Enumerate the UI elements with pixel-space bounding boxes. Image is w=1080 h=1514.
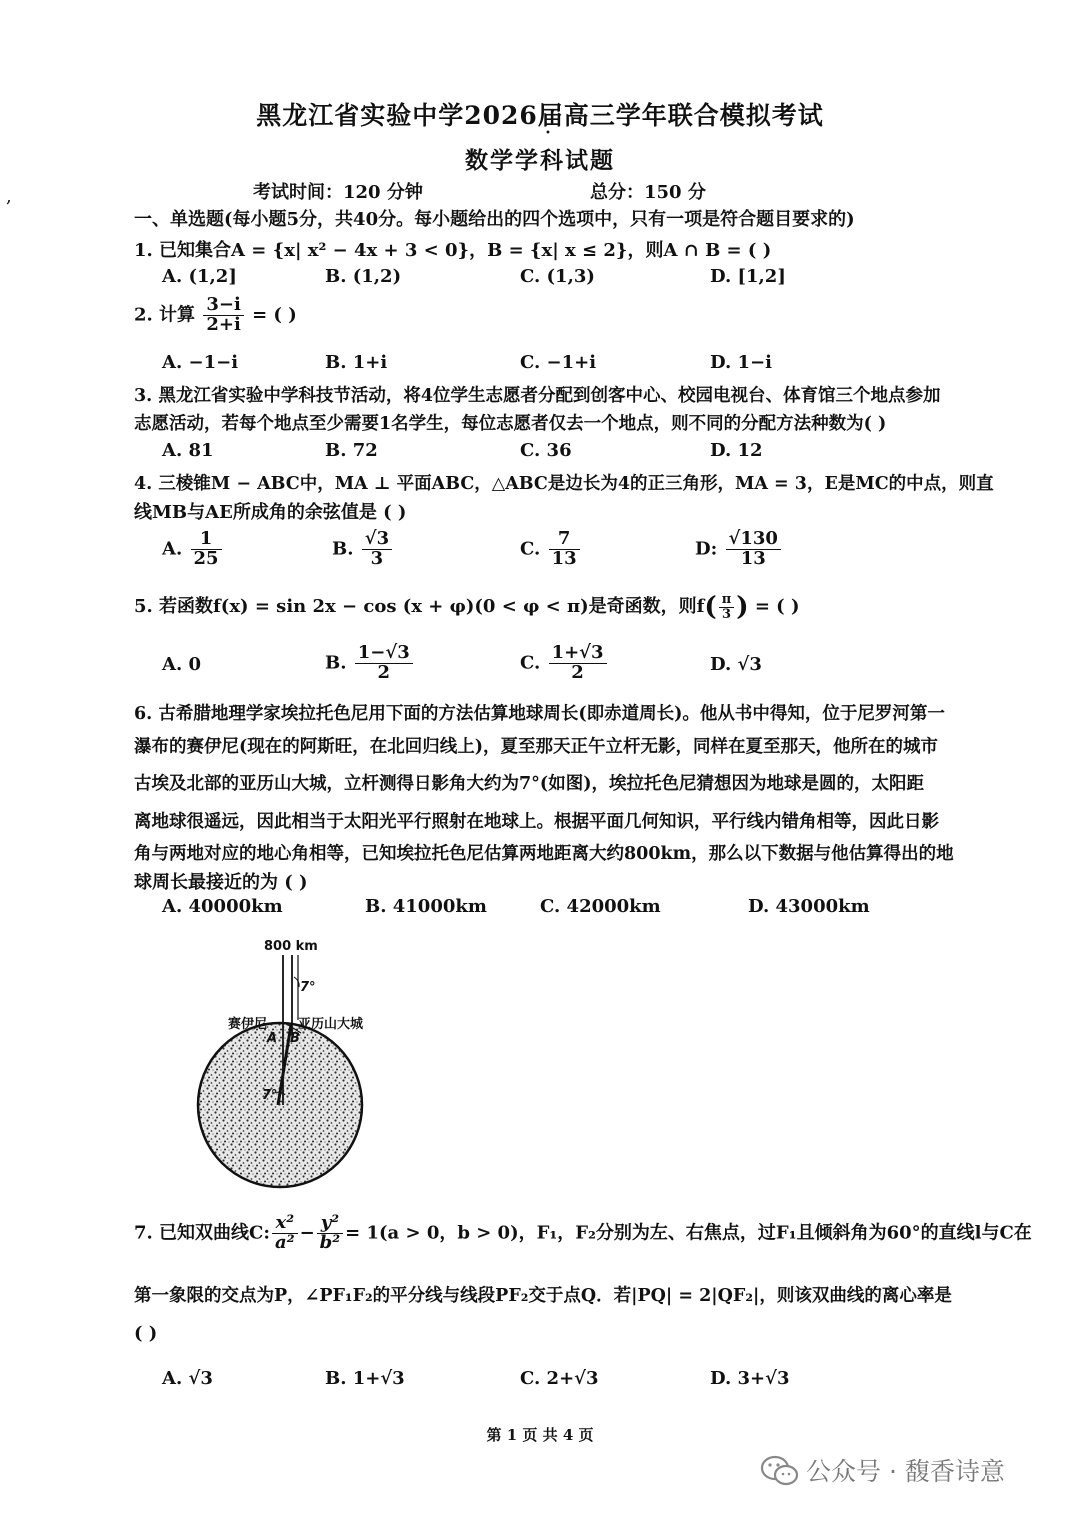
q2-denominator: 2+i — [206, 313, 241, 335]
q7-option-b: B. 1+√3 — [325, 1368, 405, 1389]
q5-option-b-label: B. — [325, 652, 347, 674]
total-score: 总分：150 分 — [590, 182, 706, 203]
q7-suffix: = 1(a > 0，b > 0)，F₁，F₂分别为左、右焦点，过F₁且倾斜角为60°的直线l与C在 — [345, 1222, 1032, 1244]
q1-option-a: A. (1,2] — [162, 266, 237, 287]
q6-option-b: B. 41000km — [365, 896, 487, 917]
q5-b-num: 1−√3 — [355, 644, 413, 664]
figure-point-b: B — [290, 1031, 300, 1046]
q5-c-den: 2 — [571, 661, 584, 683]
q5-option-d: D. √3 — [710, 654, 762, 675]
dot-mark: • — [545, 128, 551, 139]
question-3-line-2: 志愿活动，若每个地点至少需要1名学生，每位志愿者仅去一个地点，则不同的分配方法种数为( ) — [134, 414, 887, 434]
earth-figure — [190, 935, 420, 1195]
question-3-line-1: 3. 黑龙江省实验中学科技节活动，将4位学生志愿者分配到创客中心、校园电视台、体育馆三个地点参加 — [134, 386, 941, 406]
q5-c-num: 1+√3 — [549, 644, 607, 664]
q5-arg-num: π — [719, 593, 735, 608]
q4-c-num: 7 — [549, 530, 580, 550]
q7-b2: b² — [319, 1231, 341, 1253]
q4-d-den: 13 — [740, 547, 766, 569]
q7-y2: y² — [317, 1214, 343, 1234]
q1-option-c: C. (1,3) — [520, 266, 595, 287]
q4-b-num: √3 — [362, 530, 392, 550]
question-6-line-2: 瀑布的赛伊尼(现在的阿斯旺，在北回归线上)，夏至那天正午立杆无影，同样在夏至那天，他所在的城市 — [134, 737, 939, 757]
q4-option-c-fraction — [549, 530, 580, 569]
q7-fraction-y — [317, 1214, 343, 1253]
q3-option-c: C. 36 — [520, 440, 572, 461]
q5-prefix: 5. 若函数f(x) = sin 2x − cos (x + φ)(0 < φ < π)是奇函数，则f — [134, 596, 705, 617]
q2-suffix: = ( ) — [252, 304, 297, 326]
q4-a-num: 1 — [191, 530, 222, 550]
question-6-line-1: 6. 古希腊地理学家埃拉托色尼用下面的方法估算地球周长(即赤道周长)。他从书中得知，位于尼罗河第一 — [134, 704, 945, 724]
q6-option-a: A. 40000km — [162, 896, 283, 917]
q2-numerator: 3−i — [203, 296, 243, 316]
q5-option-c-fraction — [549, 644, 607, 683]
page-footer: 第 1 页 共 4 页 — [486, 1426, 594, 1444]
section-heading: 一、单选题(每小题5分，共40分。每小题给出的四个选项中，只有一项是符合题目要求的) — [134, 209, 855, 230]
q7-option-a: A. √3 — [162, 1368, 213, 1389]
q4-option-d-label: D: — [695, 538, 718, 560]
q1-option-b: B. (1,2) — [325, 266, 402, 287]
q2-option-b: B. 1+i — [325, 352, 388, 373]
q5-option-c — [520, 644, 609, 683]
question-6-line-3: 古埃及北部的亚历山大城，立杆测得日影角大约为7°(如图)，埃拉托色尼猜想因为地球是圆的，太阳距 — [134, 774, 924, 794]
q3-option-a: A. 81 — [162, 440, 214, 461]
q4-b-den: 3 — [370, 547, 384, 569]
q5-suffix: = ( ) — [754, 596, 800, 617]
figure-top-angle: 7° — [300, 980, 316, 995]
q4-option-a-label: A. — [162, 538, 183, 560]
question-1-stem: 1. 已知集合A = {x| x² − 4x + 3 < 0}，B = {x| x ≤ 2}，则A ∩ B = ( ) — [134, 240, 772, 261]
q4-c-den: 13 — [551, 547, 577, 569]
q7-a2: a² — [275, 1231, 295, 1253]
q6-option-c: C. 42000km — [540, 896, 661, 917]
q7-x2: x² — [272, 1214, 298, 1234]
figure-distance-label: 800 km — [264, 939, 318, 954]
q4-d-num: √130 — [726, 530, 781, 550]
q4-option-a — [162, 530, 224, 569]
q5-argument-fraction — [719, 593, 735, 621]
q4-a-den: 25 — [193, 547, 219, 569]
q2-option-c: C. −1+i — [520, 352, 597, 373]
q3-option-d: D. 12 — [710, 440, 763, 461]
q7-option-c: C. 2+√3 — [520, 1368, 599, 1389]
figure-city-left: 赛伊尼 — [228, 1017, 268, 1032]
watermark-text: 公众号 · 馥香诗意 — [806, 1457, 1005, 1486]
q3-option-b: B. 72 — [325, 440, 378, 461]
q4-option-d — [695, 530, 783, 569]
question-7-line-2: 第一象限的交点为P，∠PF₁F₂的平分线与线段PF₂交于点Q．若|PQ| = 2|QF₂|，则该双曲线的离心率是 — [134, 1286, 952, 1306]
question-2-stem — [134, 296, 297, 335]
question-5-stem: 5. 若函数f(x) = sin 2x − cos (x + φ)(0 < φ < π)是奇函数，则f( $\frac{\pi}{3}$ ) = ( ) — [134, 591, 800, 622]
q5-option-b — [325, 644, 415, 683]
figure-point-a: A — [267, 1031, 278, 1046]
q1-option-d: D. [1,2] — [710, 266, 786, 287]
q2-prefix: 2. 计算 — [134, 304, 196, 326]
q7-option-d: D. 3+√3 — [710, 1368, 790, 1389]
earth-circle — [198, 1023, 362, 1187]
exam-subtitle: 数学学科试题 — [465, 147, 615, 174]
question-4-line-2: 线MB与AE所成角的余弦值是 ( ) — [134, 502, 407, 523]
figure-center-angle: 7° — [262, 1088, 278, 1103]
q2-option-a: A. −1−i — [162, 352, 239, 373]
exam-time: 考试时间：120 分钟 — [253, 182, 423, 203]
q4-option-b-label: B. — [332, 538, 354, 560]
q6-option-d: D. 43000km — [748, 896, 870, 917]
question-7-line-3: ( ) — [134, 1323, 158, 1344]
q5-option-c-label: C. — [520, 652, 541, 674]
q5-option-b-fraction — [355, 644, 413, 683]
exam-title: 黑龙江省实验中学2026届高三学年联合模拟考试 — [256, 101, 824, 130]
stray-mark: , — [6, 186, 12, 207]
q7-fraction-x — [272, 1214, 298, 1253]
q2-option-d: D. 1−i — [710, 352, 772, 373]
question-6-line-5: 角与两地对应的地心角相等，已知埃拉托色尼估算两地距离大约800km，那么以下数据与他估算得出的地 — [134, 844, 954, 864]
q5-option-a: A. 0 — [162, 654, 202, 675]
question-4-line-1: 4. 三棱锥M − ABC中，MA ⊥ 平面ABC，△ABC是边长为4的正三角形，MA = 3，E是MC的中点，则直 — [134, 474, 994, 494]
q5-arg-den: 3 — [721, 606, 731, 622]
question-7-line-1: 7. 已知双曲线C: $\frac{\text{x²}}{\text{a²}}$ − $\frac{\text{y²}}{\text{b²}}$ = 1(a > 0，b > 0)，F₁，F₂分别为左、右焦点，过F₁且倾斜角为60°的直线l与C在 — [134, 1212, 1032, 1253]
q4-option-a-fraction — [191, 530, 222, 569]
q5-b-den: 2 — [377, 661, 391, 683]
q4-option-c-label: C. — [520, 538, 541, 560]
q4-option-b — [332, 530, 394, 569]
q4-option-b-fraction — [362, 530, 392, 569]
wechat-icon — [760, 1454, 800, 1488]
q2-fraction — [203, 296, 243, 335]
q7-prefix: 7. 已知双曲线C: — [134, 1222, 271, 1244]
figure-city-right: 亚历山大城 — [298, 1017, 364, 1032]
q4-option-c — [520, 530, 582, 569]
question-6-line-4: 离地球很遥远，因此相当于太阳光平行照射在地球上。根据平面几何知识，平行线内错角相等，因此日影 — [134, 812, 939, 832]
q4-option-d-fraction — [726, 530, 781, 569]
question-6-line-6: 球周长最接近的为 ( ) — [134, 872, 308, 893]
